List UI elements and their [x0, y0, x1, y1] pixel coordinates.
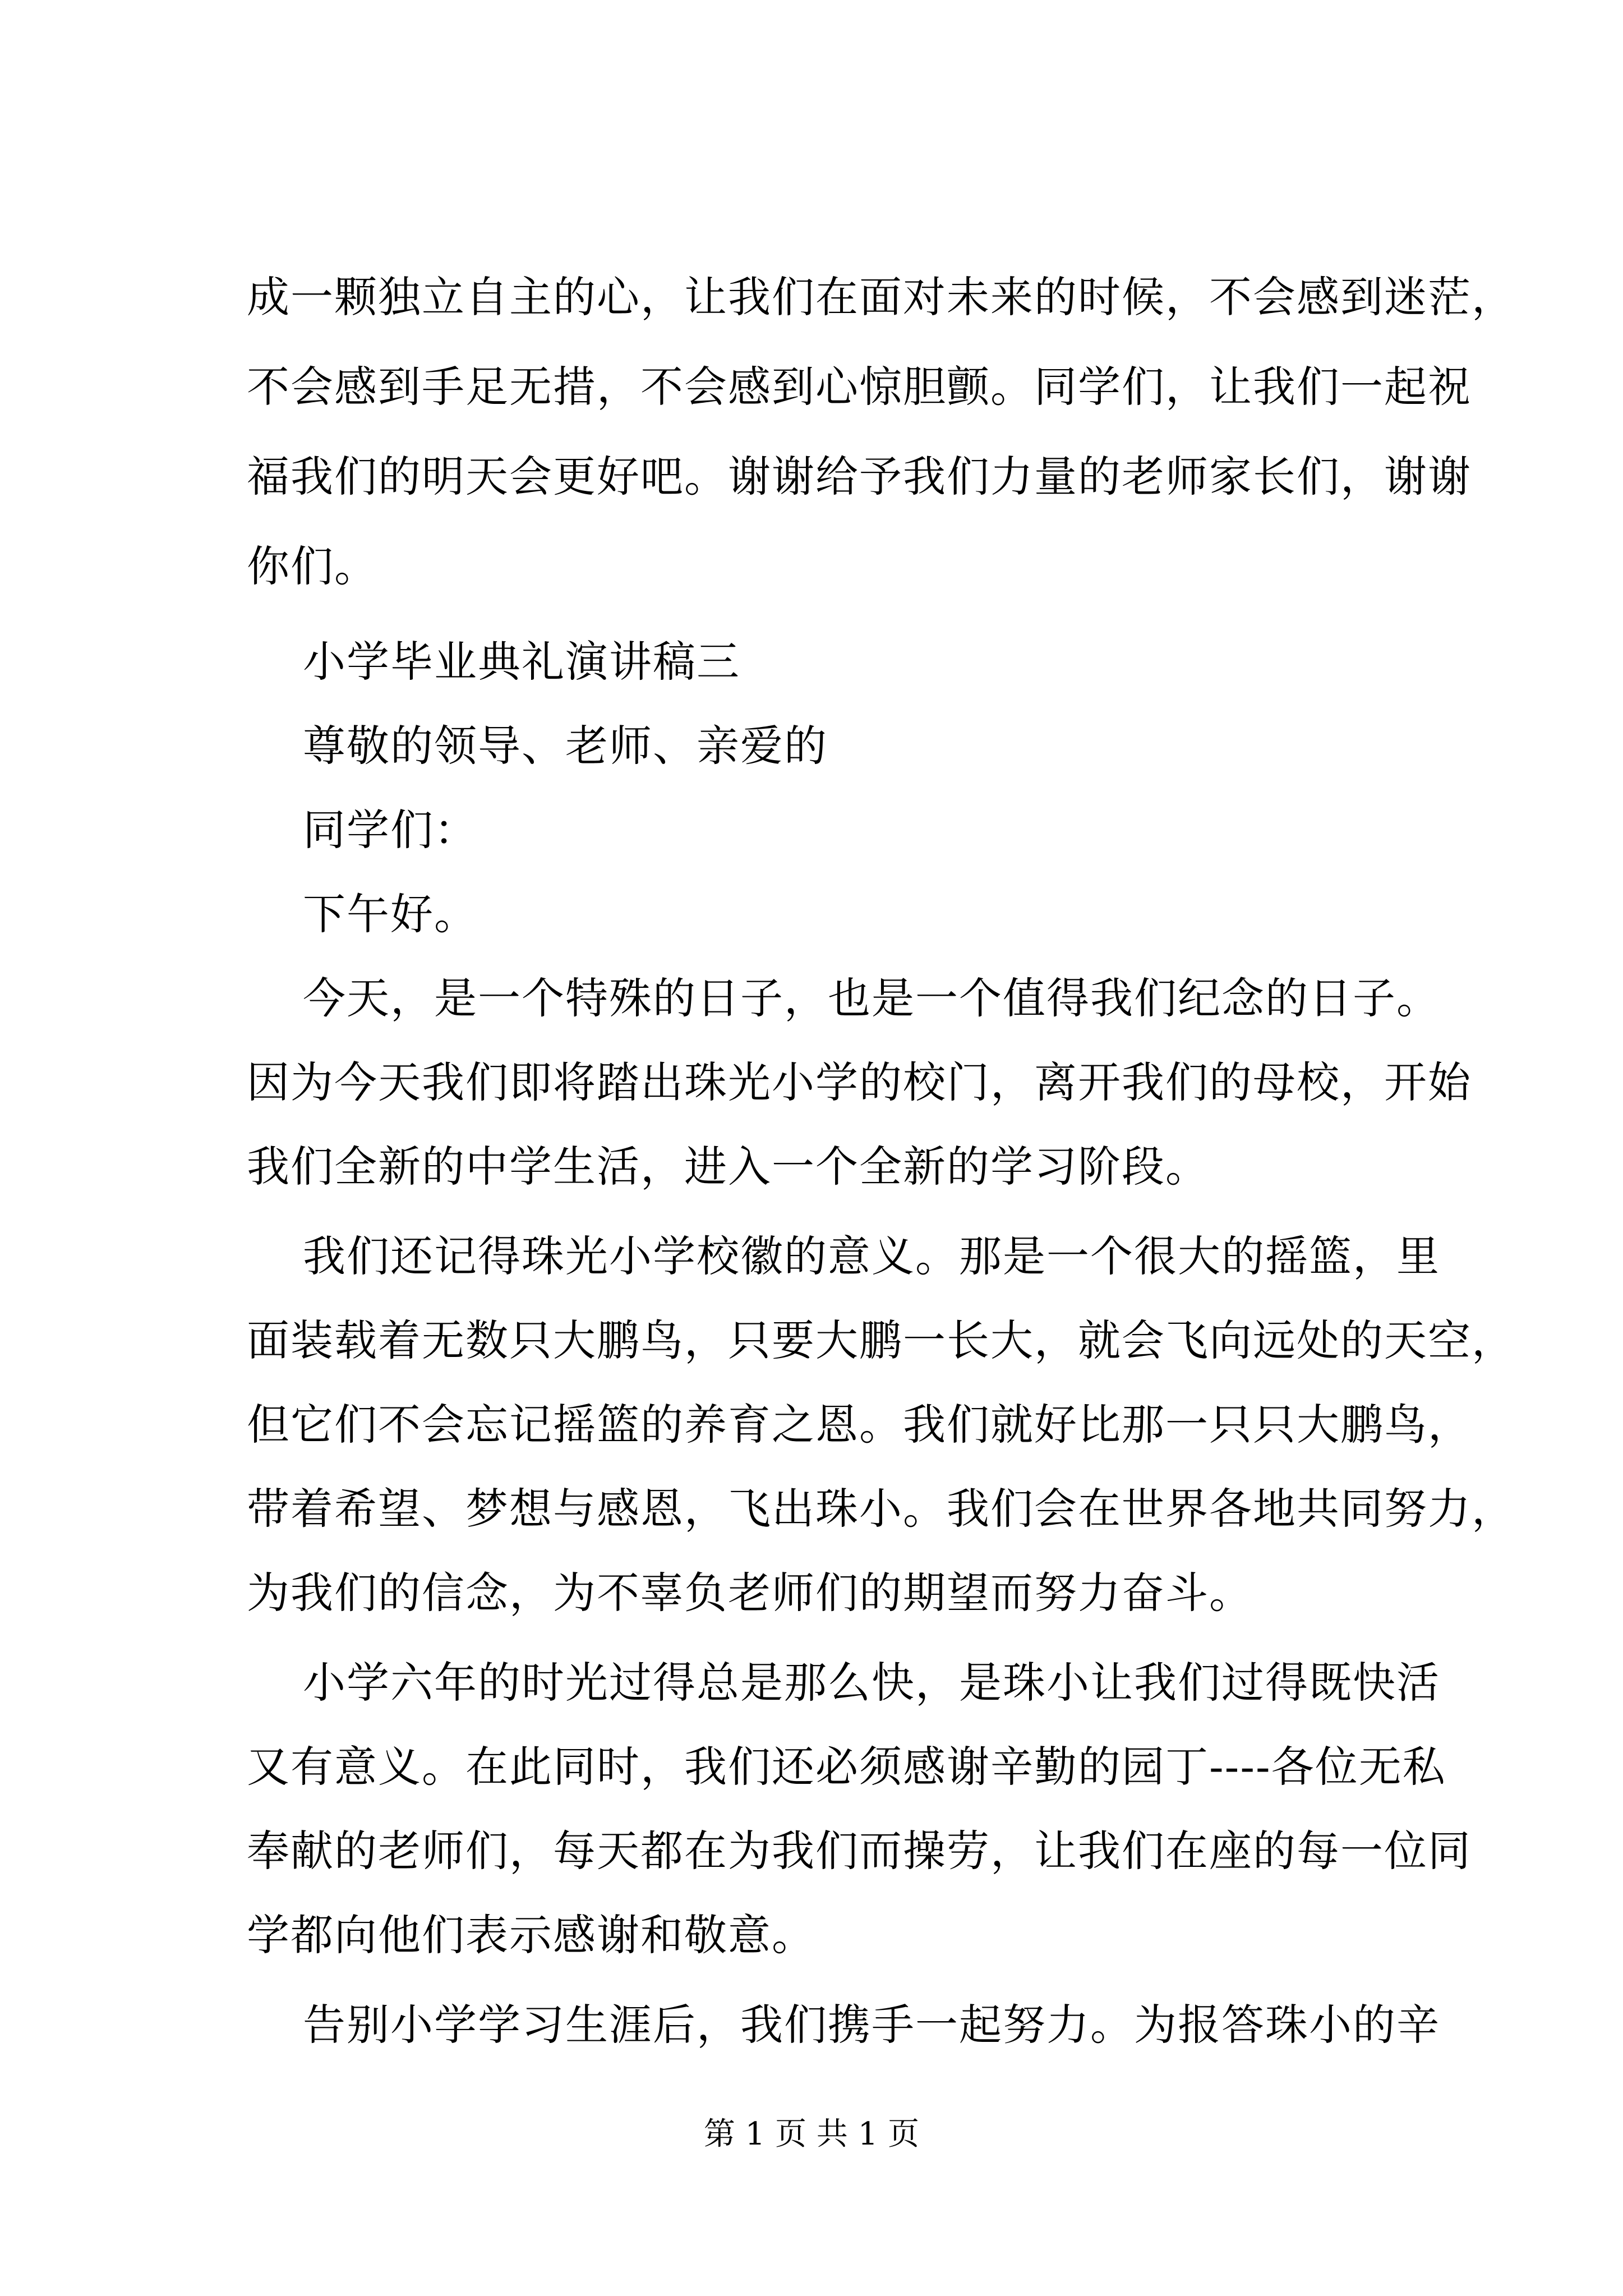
text-line: 但它们不会忘记摇篮的养育之恩。我们就好比那一只只大鹏鸟， [247, 1400, 1472, 1450]
page-number: 第 1 页 共 1 页 [703, 2116, 920, 2152]
text-line: 同学们： [303, 805, 478, 855]
text-line: 下午好。 [303, 889, 478, 939]
text-line: 成一颗独立自主的心，让我们在面对未来的时候，不会感到迷茫， [247, 272, 1515, 322]
text-line: 不会感到手足无措，不会感到心惊胆颤。同学们，让我们一起祝 [247, 362, 1472, 412]
text-line: 你们。 [247, 541, 378, 591]
text-line: 因为今天我们即将踏出珠光小学的校门，离开我们的母校，开始 [247, 1057, 1472, 1107]
text-line: 小学六年的时光过得总是那么快，是珠小让我们过得既快活 [303, 1658, 1440, 1708]
text-line: 面装载着无数只大鹏鸟，只要大鹏一长大，就会飞向远处的天空， [247, 1315, 1515, 1365]
text-line: 福我们的明天会更好吧。谢谢给予我们力量的老师家长们，谢谢 [247, 452, 1472, 501]
text-line: 我们全新的中学生活，进入一个全新的学习阶段。 [247, 1142, 1209, 1191]
text-line: 我们还记得珠光小学校徽的意义。那是一个很大的摇篮，里 [303, 1231, 1440, 1281]
text-line: 又有意义。在此同时，我们还必须感谢辛勤的园丁----各位无私 [247, 1742, 1446, 1792]
text-line: 奉献的老师们，每天都在为我们而操劳，让我们在座的每一位同 [247, 1826, 1472, 1876]
text-line: 尊敬的领导、老师、亲爱的 [303, 721, 828, 771]
text-line: 为我们的信念，为不辜负老师们的期望而努力奋斗。 [247, 1568, 1253, 1618]
text-line: 学都向他们表示感谢和敬意。 [247, 1910, 815, 1960]
text-line: 今天，是一个特殊的日子，也是一个值得我们纪念的日子。 [303, 973, 1440, 1023]
text-line: 告别小学学习生涯后，我们携手一起努力。为报答珠小的辛 [303, 2000, 1440, 2050]
text-line: 带着希望、梦想与感恩，飞出珠小。我们会在世界各地共同努力， [247, 1484, 1515, 1534]
section-heading: 小学毕业典礼演讲稿三 [303, 637, 740, 687]
